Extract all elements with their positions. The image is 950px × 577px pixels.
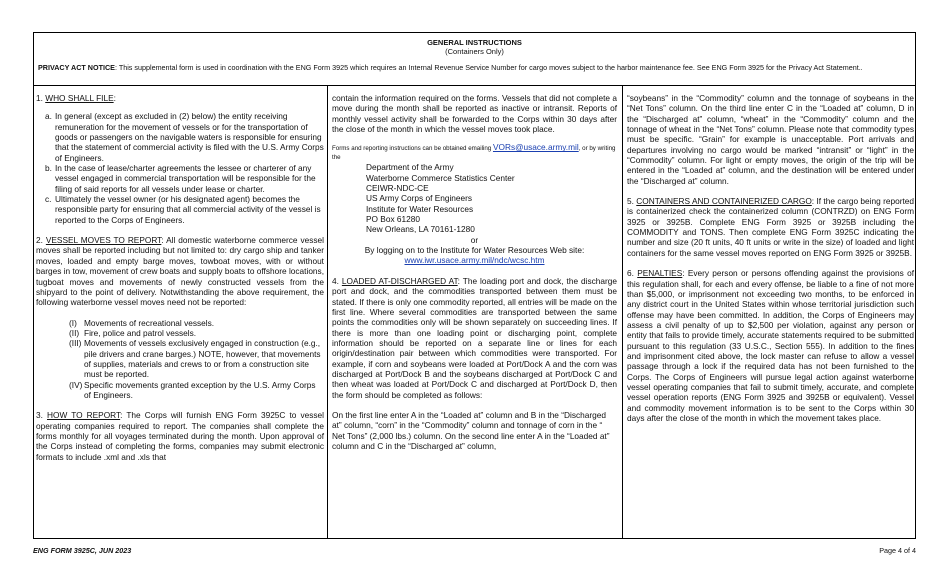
header-divider	[33, 85, 916, 86]
section-heading: WHO SHALL FILE	[45, 93, 114, 103]
section-penalties: 6. PENALTIES: Every person or persons offending against the provisions of this regulation shall, for each and every offense, be liable to a fine of not more than $5,000, or imprisonment not exceeding two months, to be enforced in any district court in the United States within whose territorial jurisdiction such offense may have been committed. In addition, the Corps of Engineers may assess a civil penalty of up to $2,500 per violation, against any person or entity that fails to provide timely, accurate statements required to be submitted pursuant to this regulation (33 U.S.C., Section 555). In addition to the fines and imprisonment cited above, the lock master can refuse to allow a vessel passage through a lock if the required data has not been furnished to the Corps. The Corps of Engineers will pursue legal action against waterborne vessel operating companies that fail to submit timely, accurate, and complete vessel operation reports (ENG Form 3925 and 3925B or equivalent). Vessel and commodity movement information is to be sent to the Corps within 30 days after the close of the month in which the movement takes place.	[627, 268, 914, 423]
loading-example-continued: “soybeans” in the “Commodity” column and the tonnage of soybeans in the “Net Tons” column. On the third line enter C in the “Loaded at” column, D in the “Discharged at” column, “wheat” in the “Commodity” column and the tonnage of wheat in the “Net Tons” column. Please note that commodity types must be specific. “Grain” for example is unacceptable. Port arrivals and departures involving no cargo would be marked “intransit” or “light” in the “Commodity” column. For light or empty moves, the origin of the trip will be entered in the “Loaded at” column, and the destination will be entered under the “Discharged at” column.	[627, 93, 914, 186]
website-text: By logging on to the Institute for Water Resources Web site:	[364, 245, 585, 256]
how-to-report-continued: contain the information required on the forms. Vessels that did not complete a move during the month shall be reported as inactive or intransit. Reports of monthly vessel activity shall be forwarded to the Corps within 30 days after the close of the month in which the vessel moves took place.	[332, 93, 617, 135]
column-2	[332, 93, 617, 451]
forms-instructions: Forms and reporting instructions can be obtained emailing VORs@usace.army.mil, or by writing the	[332, 142, 616, 162]
form-identifier: ENG FORM 3925C, JUN 2023	[33, 546, 132, 555]
website-link[interactable]: www.iwr.usace.army.mil/ndc/wcsc.htm	[404, 255, 545, 266]
loading-example: On the first line enter A in the “Loaded at” column and B in the “Discharged at” column, “corn” in the “Commodity” column and tonnage of corn in the “ Net Tons” (2,000 lbs.) column. On the second line enter A in the “Loaded at” column and C in the “Discharged at” column,	[332, 409, 610, 451]
section-heading: HOW TO REPORT	[47, 410, 121, 421]
column-3	[627, 93, 914, 423]
who-shall-file-list	[36, 111, 324, 225]
list-item: (II) Fire, police and patrol vessels.	[69, 327, 197, 338]
column-1	[36, 93, 324, 462]
section-how-to-report: 3. HOW TO REPORT: The Corps will furnish ENG Form 3925C to vessel operating companies required to report. The companies shall complete the forms monthly for all voyages terminated during the month. Upon approval of the Corps instead of completing the forms, companies may submit electronic formats to include .xml and .xls that	[36, 410, 324, 462]
section-heading: VESSEL MOVES TO REPORT	[45, 235, 162, 246]
or-separator: or	[470, 234, 479, 245]
page-number: Page 4 of 4	[879, 546, 916, 555]
page-subtitle: (Containers Only)	[445, 47, 504, 56]
privacy-text: : This supplemental form is used in coordination with the ENG Form 3925 which requires an Internal Revenue Service Number for cargo moves subject to the harbor maintenance fee. See ENG Form 3925 for the Privacy Act Statement..	[114, 63, 863, 72]
list-item: (I) Movements of recreational vessels.	[69, 317, 215, 328]
mailing-address: Department of the Army Waterborne Commerce Statistics Center CEIWR-NDC-CE US Army Corps of Engineers Institute for Water Resources PO Box 61280 New Orleans, LA 70161-1280	[366, 162, 515, 235]
column-divider-2	[622, 86, 623, 538]
list-item: c. Ultimately the vessel owner (or his designated agent) becomes the responsible party for ensuring that all commercial activity of the vessel is reported to the Corps of Engineers.	[45, 194, 321, 225]
vessel-exceptions-list	[36, 318, 324, 401]
privacy-notice	[38, 63, 913, 72]
list-item: (IV) Specific movements granted exception by the U.S. Army Corps of Engineers.	[69, 379, 316, 400]
list-item: a. In general (except as excluded in (2) below) the entity receiving remuneration for the movement of vessels or for the transportation of goods or passengers on the navigable waters is responsible for ensuring that the statement of commercial activity is filed with the U.S. Army Corps of Engineers.	[45, 111, 324, 163]
list-item: (III) Movements of vessels exclusively engaged in construction (e.g., pile drivers and crane barges.) NOTE, however, that movements of supplies, materials and crews to or from a construction site must be reported.	[69, 338, 321, 380]
section-heading: LOADED AT-DISCHARGED AT	[341, 275, 458, 286]
list-item: b. In the case of lease/charter agreements the lessee or charterer of any vessel engaged in commercial transportation will be responsible for the filing of said reports for all vessels under lease or charter.	[45, 163, 316, 194]
section-vessel-moves: 2. VESSEL MOVES TO REPORT: All domestic waterborne commerce vessel moves shall be reported including but not limited to: dry cargo ship and tanker moves, loaded and empty barge moves, towboat moves, with or without barges in tow, movement of crew boats and supply boats to offshore locations, tugboat moves and movements of newly constructed vessels from the shipyard to the point of delivery. Notwithstanding the above requirement, the following waterborne vessel moves need not be reported:	[36, 235, 324, 308]
column-divider-1	[327, 86, 328, 538]
section-who-shall-file: 1. WHO SHALL FILE:	[36, 93, 116, 103]
page-title: GENERAL INSTRUCTIONS	[427, 38, 522, 47]
privacy-label: PRIVACY ACT NOTICE	[38, 63, 115, 72]
email-link[interactable]: VORs@usace.army.mil	[492, 142, 579, 153]
section-containers: 5. CONTAINERS AND CONTAINERIZED CARGO: If the cargo being reported is containerized check the containerized column (CONTRZD) on ENG Form 3925 or 3925B. Complete ENG Form 3925 or 3925B including the COMMODITY and TONS. Then complete ENG Form 3925C indicating the number and size (20 ft units, 40 ft units or write in the size) of loaded and light containers for the same vessel moves reported on ENG Form 3925 or 3925B.	[627, 196, 914, 258]
section-heading: CONTAINERS AND CONTAINERIZED CARGO	[636, 196, 812, 207]
section-loaded-discharged: 4. LOADED AT-DISCHARGED AT: The loading port and dock, the discharge port and dock, and the commodities transported between them must be stated. If there is only one commodity reported, all entries will be made on the first line. Where several commodities are transported between the same points the commodities only will be shown separately on succeeding lines. If there is more than one loading point or discharging point, complete information should be reported on a separate line or lines for each origin/destination pair between which commodities were transported. For example, if corn and soybeans were loaded at Port/Dock A and the corn was discharged at Port/Dock B and the soybeans discharged at Port/Dock C and then wheat was loaded at Port/Dock C and discharged at Port/Dock D, then the form should be completed as follows:	[332, 275, 617, 400]
section-heading: PENALTIES	[637, 268, 683, 279]
